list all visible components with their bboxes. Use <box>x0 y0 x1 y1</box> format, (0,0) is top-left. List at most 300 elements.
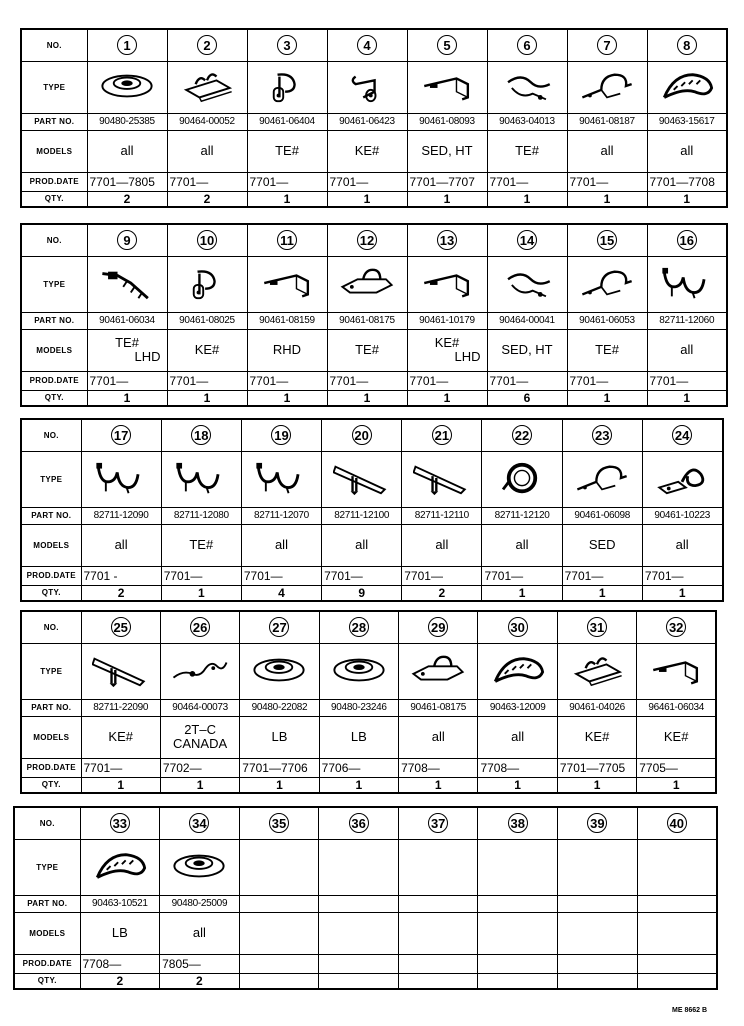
row-label: TYPE <box>21 451 81 507</box>
row-label: TYPE <box>21 256 87 312</box>
part-no-cell: 90480-22082 <box>240 699 319 716</box>
loop-clamp-icon <box>258 69 316 105</box>
ring-clamp-icon <box>493 461 551 497</box>
qty-cell: 1 <box>87 390 167 406</box>
part-no-cell: 90461-08175 <box>399 699 478 716</box>
models-cell <box>327 130 407 172</box>
item-number: 6 <box>517 35 537 55</box>
qty-cell: 1 <box>407 191 487 207</box>
models-cell <box>487 130 567 172</box>
model-text: TE# <box>595 342 619 357</box>
no-cell <box>402 419 482 451</box>
no-cell <box>319 611 398 643</box>
models-row <box>21 524 723 566</box>
type-cell <box>327 256 407 312</box>
item-number: 30 <box>508 617 528 637</box>
models-cell <box>562 524 642 566</box>
model-text: KE# <box>434 335 460 350</box>
models-cell <box>557 716 636 758</box>
qty-cell <box>398 973 478 989</box>
prod-date-cell: 7701—7706 <box>240 758 319 777</box>
qty-cell: 2 <box>80 973 160 989</box>
qty-cell: 2 <box>160 973 240 989</box>
item-number: 19 <box>271 425 291 445</box>
type-cell <box>478 643 557 699</box>
part-no-row <box>14 895 717 912</box>
qty-cell: 1 <box>478 777 557 793</box>
models-cell <box>167 130 247 172</box>
part-no-cell: 82711-12070 <box>241 507 321 524</box>
prod-date-cell: 7701—7708 <box>647 172 727 191</box>
prod-date-cell <box>478 954 558 973</box>
item-number: 17 <box>111 425 131 445</box>
part-no-cell <box>637 895 717 912</box>
type-cell <box>487 61 567 113</box>
figure-code: ME 8662 B <box>672 1007 708 1014</box>
prod-date-row <box>21 758 716 777</box>
row-label: NO. <box>14 807 80 839</box>
part-no-cell: 90461-06053 <box>567 312 647 329</box>
prod-date-cell: 7701— <box>407 371 487 390</box>
item-number: 34 <box>189 813 209 833</box>
qty-cell: 1 <box>161 585 241 601</box>
prod-date-cell: 7701— <box>482 566 562 585</box>
harness-clamp-icon <box>658 266 716 302</box>
prod-date-cell: 7702— <box>160 758 239 777</box>
type-cell <box>567 61 647 113</box>
parts-table <box>20 28 728 208</box>
model-text: all <box>675 537 689 552</box>
models-cell <box>478 716 557 758</box>
qty-cell: 6 <box>487 390 567 406</box>
part-no-cell: 90461-06423 <box>327 113 407 130</box>
prod-date-cell: 7701— <box>487 172 567 191</box>
model-text: LB <box>111 925 128 940</box>
type-cell <box>81 451 161 507</box>
qty-cell: 1 <box>240 777 319 793</box>
item-number: 38 <box>508 813 528 833</box>
models-row <box>21 130 727 172</box>
prod-date-cell: 7701— <box>402 566 482 585</box>
no-cell <box>478 611 557 643</box>
type-cell <box>558 839 638 895</box>
row-label: PART NO. <box>21 312 87 329</box>
type-cell <box>478 839 558 895</box>
prod-date-cell: 7701— <box>327 371 407 390</box>
item-number: 28 <box>349 617 369 637</box>
item-number: 14 <box>517 230 537 250</box>
type-cell <box>160 643 239 699</box>
row-label: QTY. <box>14 973 80 989</box>
models-cell <box>647 329 727 371</box>
no-cell <box>567 29 647 61</box>
model-text: all <box>511 729 525 744</box>
no-cell <box>319 807 399 839</box>
item-number: 24 <box>672 425 692 445</box>
part-no-cell: 82711-22090 <box>81 699 160 716</box>
models-cell <box>642 524 722 566</box>
model-text: SED <box>588 537 616 552</box>
type-cell <box>487 256 567 312</box>
type-row <box>21 256 727 312</box>
row-label: QTY. <box>21 777 81 793</box>
type-cell <box>167 61 247 113</box>
prod-date-cell: 7701— <box>562 566 642 585</box>
qty-row <box>21 191 727 207</box>
qty-cell: 1 <box>160 777 239 793</box>
flat-clamp-icon <box>409 653 467 689</box>
model-text: all <box>192 925 206 940</box>
strap-clip-icon <box>92 653 150 689</box>
model-text: all <box>600 143 614 158</box>
part-no-cell: 90461-08093 <box>407 113 487 130</box>
type-cell <box>80 839 160 895</box>
qty-cell: 2 <box>87 191 167 207</box>
no-cell <box>322 419 402 451</box>
no-cell <box>240 611 319 643</box>
type-cell <box>399 643 478 699</box>
prod-date-cell <box>239 954 319 973</box>
prod-date-cell: 7701—7705 <box>557 758 636 777</box>
qty-row <box>14 973 717 989</box>
prod-date-cell: 7701— <box>327 172 407 191</box>
prod-date-cell: 7705— <box>637 758 716 777</box>
item-number: 29 <box>428 617 448 637</box>
models-cell <box>81 524 161 566</box>
models-cell <box>161 524 241 566</box>
models-cell <box>247 329 327 371</box>
model-text: all <box>120 143 134 158</box>
qty-cell: 1 <box>562 585 642 601</box>
qty-cell: 1 <box>167 390 247 406</box>
item-number: 18 <box>191 425 211 445</box>
qty-cell <box>239 973 319 989</box>
model-text: all <box>274 537 288 552</box>
no-cell <box>647 224 727 256</box>
models-cell <box>407 329 487 371</box>
part-no-cell: 90461-08175 <box>327 312 407 329</box>
no-cell <box>327 224 407 256</box>
type-cell <box>398 839 478 895</box>
no-cell <box>642 419 722 451</box>
item-number: 13 <box>437 230 457 250</box>
type-cell <box>247 256 327 312</box>
wire-tie-icon <box>171 653 229 689</box>
models-cell <box>241 524 321 566</box>
model-text: all <box>355 537 369 552</box>
no-cell <box>327 29 407 61</box>
item-number: 15 <box>597 230 617 250</box>
no-cell <box>241 419 321 451</box>
parts-table <box>20 610 717 794</box>
model-text: all <box>200 143 214 158</box>
harness-clamp-icon <box>172 461 230 497</box>
part-no-row <box>21 507 723 524</box>
type-cell <box>167 256 247 312</box>
qty-row <box>21 777 716 793</box>
item-number: 23 <box>592 425 612 445</box>
parts-table <box>20 223 728 407</box>
no-row <box>21 29 727 61</box>
item-number: 31 <box>587 617 607 637</box>
row-label: NO. <box>21 419 81 451</box>
part-no-cell: 90461-10179 <box>407 312 487 329</box>
models-row <box>21 716 716 758</box>
part-no-cell <box>398 895 478 912</box>
part-no-cell: 90461-06034 <box>87 312 167 329</box>
harness-clamp-icon <box>252 461 310 497</box>
part-no-cell: 90461-08159 <box>247 312 327 329</box>
type-cell <box>87 256 167 312</box>
model-text: all <box>680 143 694 158</box>
flat-clamp-icon <box>338 266 396 302</box>
qty-cell: 1 <box>557 777 636 793</box>
prod-date-row <box>14 954 717 973</box>
model-text: KE# <box>194 342 220 357</box>
parts-table <box>20 418 724 602</box>
models-cell <box>398 912 478 954</box>
model-text: KE# <box>663 729 689 744</box>
part-no-cell: 90464-00041 <box>487 312 567 329</box>
type-cell <box>407 256 487 312</box>
row-label: MODELS <box>21 329 87 371</box>
item-number: 10 <box>197 230 217 250</box>
model-text: all <box>680 342 694 357</box>
models-cell <box>478 912 558 954</box>
type-cell <box>87 61 167 113</box>
item-number: 8 <box>677 35 697 55</box>
type-cell <box>642 451 722 507</box>
models-cell <box>247 130 327 172</box>
item-number: 5 <box>437 35 457 55</box>
models-cell <box>407 130 487 172</box>
row-label: PART NO. <box>14 895 80 912</box>
part-no-cell: 90463-04013 <box>487 113 567 130</box>
row-label: MODELS <box>14 912 80 954</box>
model-text: CANADA <box>172 736 228 751</box>
type-cell <box>322 451 402 507</box>
models-cell <box>567 130 647 172</box>
type-cell <box>319 839 399 895</box>
item-number: 20 <box>352 425 372 445</box>
qty-cell: 1 <box>487 191 567 207</box>
model-text: KE# <box>354 143 380 158</box>
prod-date-cell <box>558 954 638 973</box>
band-clamp-icon <box>489 653 547 689</box>
models-cell <box>647 130 727 172</box>
models-cell <box>487 329 567 371</box>
no-cell <box>81 611 160 643</box>
qty-cell: 2 <box>167 191 247 207</box>
type-row <box>21 643 716 699</box>
models-cell <box>567 329 647 371</box>
row-label: NO. <box>21 29 87 61</box>
type-cell <box>239 839 319 895</box>
models-cell <box>167 329 247 371</box>
prod-date-row <box>21 371 727 390</box>
model-text: LHD <box>454 349 481 364</box>
strap-clip-icon <box>413 461 471 497</box>
part-no-cell <box>478 895 558 912</box>
part-no-cell: 82711-12090 <box>81 507 161 524</box>
row-label: MODELS <box>21 716 81 758</box>
band-clamp-icon <box>91 849 149 885</box>
models-cell <box>327 329 407 371</box>
part-no-cell: 90464-00052 <box>167 113 247 130</box>
long-clip-icon <box>98 266 156 302</box>
no-cell <box>482 419 562 451</box>
no-cell <box>637 807 717 839</box>
prod-date-cell: 7701— <box>167 172 247 191</box>
part-no-cell: 90480-25385 <box>87 113 167 130</box>
type-cell <box>241 451 321 507</box>
no-cell <box>562 419 642 451</box>
item-number: 32 <box>666 617 686 637</box>
no-cell <box>167 29 247 61</box>
model-text: all <box>114 537 128 552</box>
type-cell <box>557 643 636 699</box>
item-number: 33 <box>110 813 130 833</box>
type-cell <box>562 451 642 507</box>
prod-date-row <box>21 172 727 191</box>
item-number: 36 <box>349 813 369 833</box>
model-text: TE# <box>115 335 139 350</box>
model-text: TE# <box>515 143 539 158</box>
no-cell <box>407 224 487 256</box>
part-no-cell: 82711-12060 <box>647 312 727 329</box>
prod-date-cell: 7701— <box>81 758 160 777</box>
qty-cell: 1 <box>642 585 722 601</box>
type-row <box>21 61 727 113</box>
models-cell <box>87 329 167 371</box>
no-cell <box>167 224 247 256</box>
row-label: PROD.DATE <box>21 172 87 191</box>
model-text: KE# <box>584 729 610 744</box>
qty-cell: 1 <box>319 777 398 793</box>
item-number: 2 <box>197 35 217 55</box>
type-cell <box>482 451 562 507</box>
models-cell <box>402 524 482 566</box>
wire-clamp-icon <box>498 266 556 302</box>
models-cell <box>482 524 562 566</box>
qty-cell <box>637 973 717 989</box>
model-text: SED, HT <box>421 143 473 158</box>
prod-date-cell: 7701— <box>567 371 647 390</box>
qty-cell: 1 <box>399 777 478 793</box>
part-no-cell: 82711-12110 <box>402 507 482 524</box>
no-cell <box>81 419 161 451</box>
prod-date-cell: 7701— <box>241 566 321 585</box>
part-no-row <box>21 699 716 716</box>
bracket-clamp-icon <box>418 69 476 105</box>
qty-cell: 2 <box>402 585 482 601</box>
part-no-cell: 90480-23246 <box>319 699 398 716</box>
strap-clip-icon <box>333 461 391 497</box>
part-no-cell: 82711-12120 <box>482 507 562 524</box>
prod-date-cell: 7708— <box>478 758 557 777</box>
no-cell <box>558 807 638 839</box>
no-cell <box>567 224 647 256</box>
prod-date-cell: 7701— <box>487 371 567 390</box>
type-cell <box>402 451 482 507</box>
bracket-clamp-icon <box>647 653 705 689</box>
no-cell <box>647 29 727 61</box>
model-text: LB <box>271 729 288 744</box>
no-cell <box>637 611 716 643</box>
no-row <box>14 807 717 839</box>
no-row <box>21 224 727 256</box>
part-no-cell: 90464-00073 <box>160 699 239 716</box>
type-cell <box>637 643 716 699</box>
part-no-cell <box>239 895 319 912</box>
no-cell <box>399 611 478 643</box>
prod-date-cell <box>319 954 399 973</box>
model-text: RHD <box>272 342 302 357</box>
models-cell <box>240 716 319 758</box>
item-number: 37 <box>428 813 448 833</box>
qty-cell: 1 <box>647 191 727 207</box>
model-text: TE# <box>355 342 379 357</box>
type-cell <box>81 643 160 699</box>
type-cell <box>407 61 487 113</box>
row-label: QTY. <box>21 390 87 406</box>
qty-cell: 1 <box>81 777 160 793</box>
row-label: NO. <box>21 611 81 643</box>
model-text: 2T–C <box>184 722 216 737</box>
models-cell <box>322 524 402 566</box>
prod-date-cell: 7701—7707 <box>407 172 487 191</box>
loop-clamp-icon <box>178 266 236 302</box>
qty-cell: 4 <box>241 585 321 601</box>
models-cell <box>81 716 160 758</box>
item-number: 9 <box>117 230 137 250</box>
model-text: all <box>515 537 529 552</box>
item-number: 25 <box>111 617 131 637</box>
item-number: 27 <box>269 617 289 637</box>
qty-cell: 2 <box>81 585 161 601</box>
row-label: TYPE <box>14 839 80 895</box>
no-row <box>21 419 723 451</box>
bracket-clamp-icon <box>258 266 316 302</box>
coil-clip-icon <box>653 461 711 497</box>
type-cell <box>647 256 727 312</box>
type-row <box>21 451 723 507</box>
item-number: 26 <box>190 617 210 637</box>
models-cell <box>399 716 478 758</box>
prod-date-cell: 7701— <box>567 172 647 191</box>
models-cell <box>319 716 398 758</box>
row-label: MODELS <box>21 524 81 566</box>
qty-cell: 1 <box>567 191 647 207</box>
models-cell <box>558 912 638 954</box>
harness-clamp-icon <box>92 461 150 497</box>
no-cell <box>478 807 558 839</box>
item-number: 11 <box>277 230 297 250</box>
saddle-clamp-icon <box>578 266 636 302</box>
prod-date-cell: 7706— <box>319 758 398 777</box>
hook-clip-icon <box>338 69 396 105</box>
no-cell <box>239 807 319 839</box>
round-grommet-icon <box>170 849 228 885</box>
item-number: 40 <box>667 813 687 833</box>
qty-row <box>21 585 723 601</box>
models-cell <box>637 716 716 758</box>
model-text: SED, HT <box>501 342 553 357</box>
prod-date-cell: 7701—7805 <box>87 172 167 191</box>
models-cell <box>160 716 239 758</box>
type-cell <box>637 839 717 895</box>
no-cell <box>87 224 167 256</box>
